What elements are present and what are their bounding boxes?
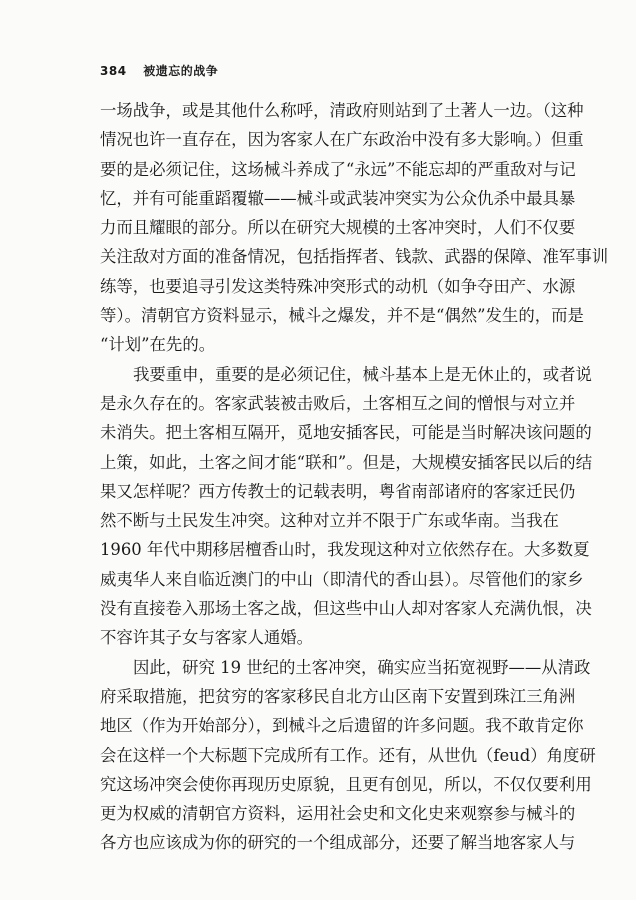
- text-line: 忆，并有可能重蹈覆辙——械斗或武装冲突实为公众仇杀中最具暴: [100, 188, 576, 208]
- text-line: 未消失。把土客相互隔开，觅地安插客民，可能是当时解决该问题的: [100, 423, 592, 443]
- text-line: 练等，也要追寻引发这类特殊冲突形式的动机（如争夺田产、水源: [100, 276, 576, 296]
- text-line: 我要重申，重要的是必须记住，械斗基本上是无休止的，或者说: [133, 364, 592, 384]
- text-line: 究这场冲突会使你再现历史原貌，且更有创见，所以，不仅仅要利用: [100, 774, 592, 794]
- text-line: 会在这样一个大标题下完成所有工作。还有，从世仇（feud）角度研: [100, 745, 596, 765]
- text-line: 情况也许一直存在，因为客家人在广东政治中没有多大影响。）但重: [100, 130, 584, 150]
- text-line: 因此，研究 19 世纪的土客冲突，确实应当拓宽视野——从清政: [133, 657, 591, 677]
- text-line: “计划”在先的。: [100, 335, 216, 355]
- text-line: 1960 年代中期移居檀香山时，我发现这种对立依然存在。大多数夏: [100, 540, 590, 560]
- running-head: [100, 62, 218, 79]
- text-line: 一场战争，或是其他什么称呼，清政府则站到了土著人一边。（这种: [100, 101, 584, 120]
- text-line: 威夷华人来自临近澳门的中山（即清代的香山县）。尽管他们的家乡: [100, 569, 584, 589]
- text-line: 要的是必须记住，这场械斗养成了“永远”不能忘却的严重敌对与记: [100, 159, 576, 179]
- text-line: 没有直接卷入那场土客之战，但这些中山人却对客家人充满仇恨，决: [100, 599, 592, 619]
- text-line: 等）。清朝官方资料显示，械斗之爆发，并不是“偶然”发生的，而是: [100, 306, 584, 326]
- paragraph: [100, 653, 596, 858]
- text-line: 是永久存在的。客家武装被击败后，土客相互之间的憎恨与对立并: [100, 393, 576, 413]
- text-line: 府采取措施，把贫穷的客家移民自北方山区南下安置到珠江三角洲: [100, 686, 576, 706]
- paragraph: [100, 96, 609, 360]
- text-line: 更为权威的清朝官方资料，运用社会史和文化史来观察参与械斗的: [100, 804, 576, 824]
- paragraph: [100, 360, 593, 653]
- book-title: 被遗忘的战争: [143, 64, 219, 78]
- text-line: 关注敌对方面的准备情况，包括指挥者、钱款、武器的保障、准军事训: [100, 247, 609, 267]
- text-line: 地区（作为开始部分），到械斗之后遗留的许多问题。我不敢肯定你: [100, 716, 584, 736]
- text-line: 上策，如此，土客之间才能“联和”。但是，大规模安插客民以后的结: [100, 452, 593, 472]
- body-text: [100, 96, 609, 858]
- text-line: 各方也应该成为你的研究的一个组成部分，还要了解当地客家人与: [100, 833, 576, 853]
- text-line: 力而且耀眼的部分。所以在研究大规模的土客冲突时，人们不仅要: [100, 218, 576, 238]
- text-line: 不容许其子女与客家人通婚。: [100, 628, 314, 648]
- text-line: 然不断与土民发生冲突。这种对立并不限于广东或华南。当我在: [100, 511, 559, 531]
- text-line: 果又怎样呢？西方传教士的记载表明，粤省南部诸府的客家迁民仍: [100, 481, 576, 501]
- page-number: 384: [100, 64, 127, 78]
